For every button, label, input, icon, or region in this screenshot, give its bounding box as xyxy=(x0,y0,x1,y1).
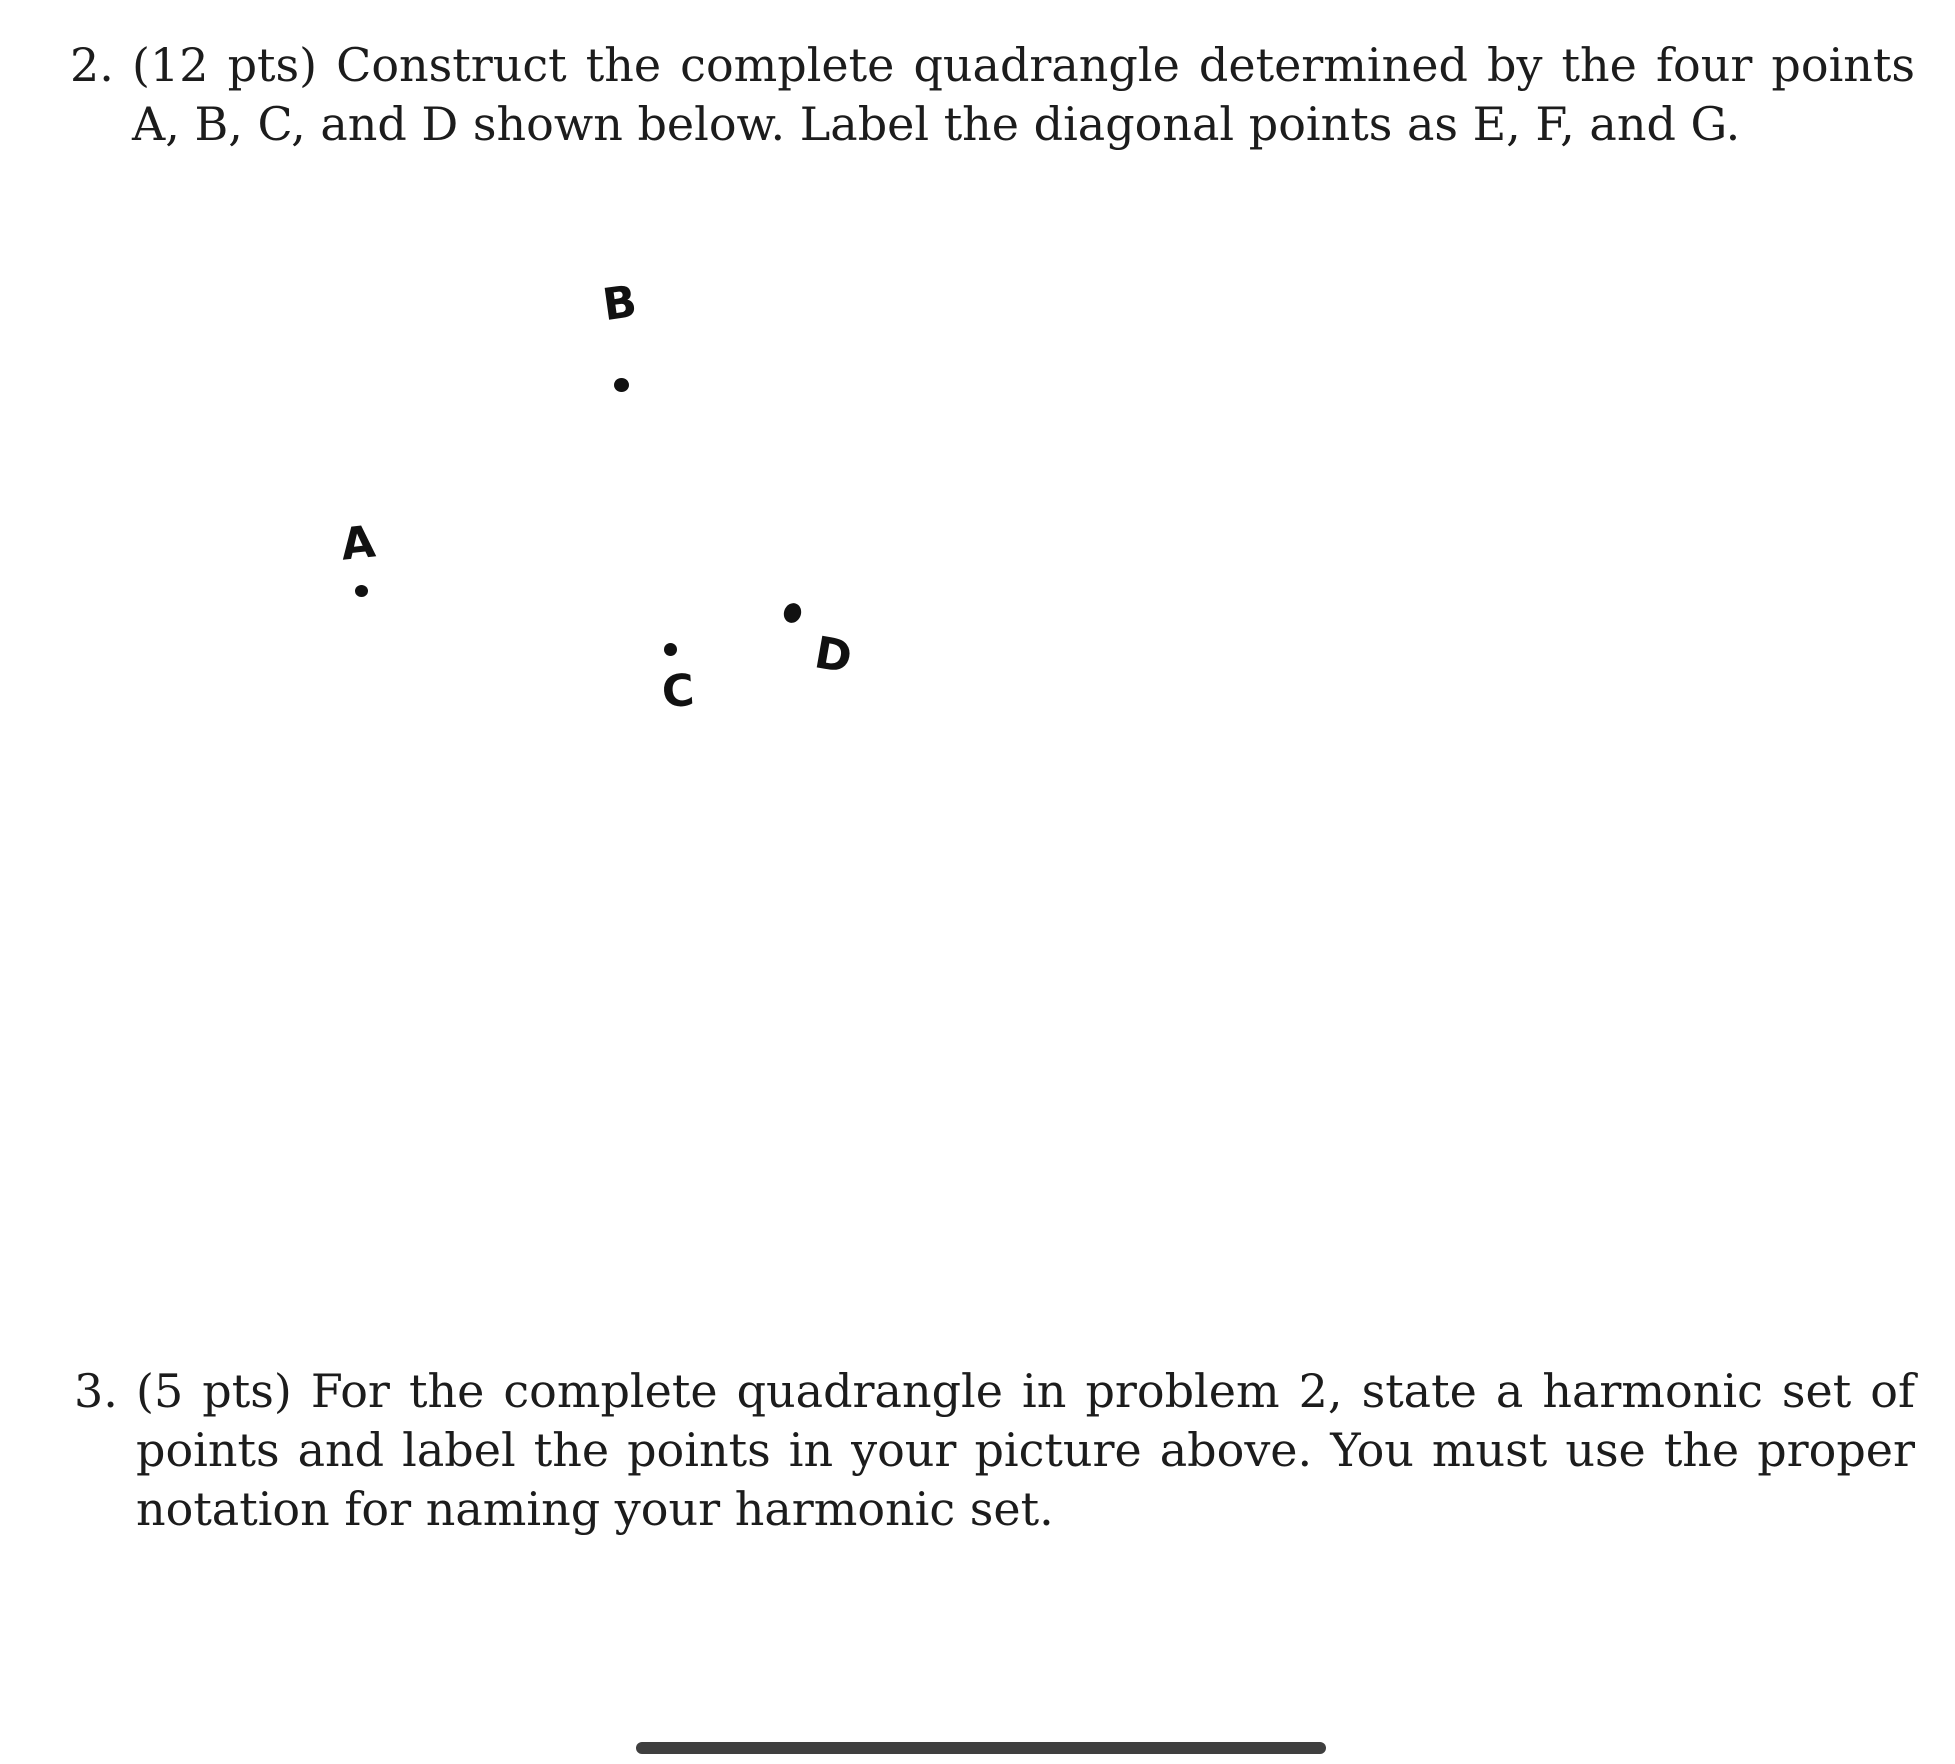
point-a-dot xyxy=(355,585,368,597)
problem-2 xyxy=(70,36,1915,154)
point-label-c: C xyxy=(660,664,697,719)
home-indicator[interactable] xyxy=(636,1742,1326,1754)
point-b-dot xyxy=(614,378,629,392)
problem-3 xyxy=(74,1362,1919,1539)
point-label-b: B xyxy=(599,275,640,332)
problem-text: (5 pts) For the complete quadrangle in problem 2, state a harmonic set of points and label the points in your picture above. You must use the proper notation for naming your harmonic set. xyxy=(136,1364,1915,1536)
point-label-d: D xyxy=(810,627,856,684)
point-label-a: A xyxy=(338,516,378,571)
point-d-dot xyxy=(781,601,804,626)
problem-number: 2. xyxy=(70,38,114,92)
problem-text: (12 pts) Construct the complete quadrangle determined by the four points A, B, C, and D shown below. Label the diagonal points as E, F, and G. xyxy=(132,38,1915,151)
point-c-dot xyxy=(664,643,677,656)
problem-number: 3. xyxy=(74,1364,118,1418)
